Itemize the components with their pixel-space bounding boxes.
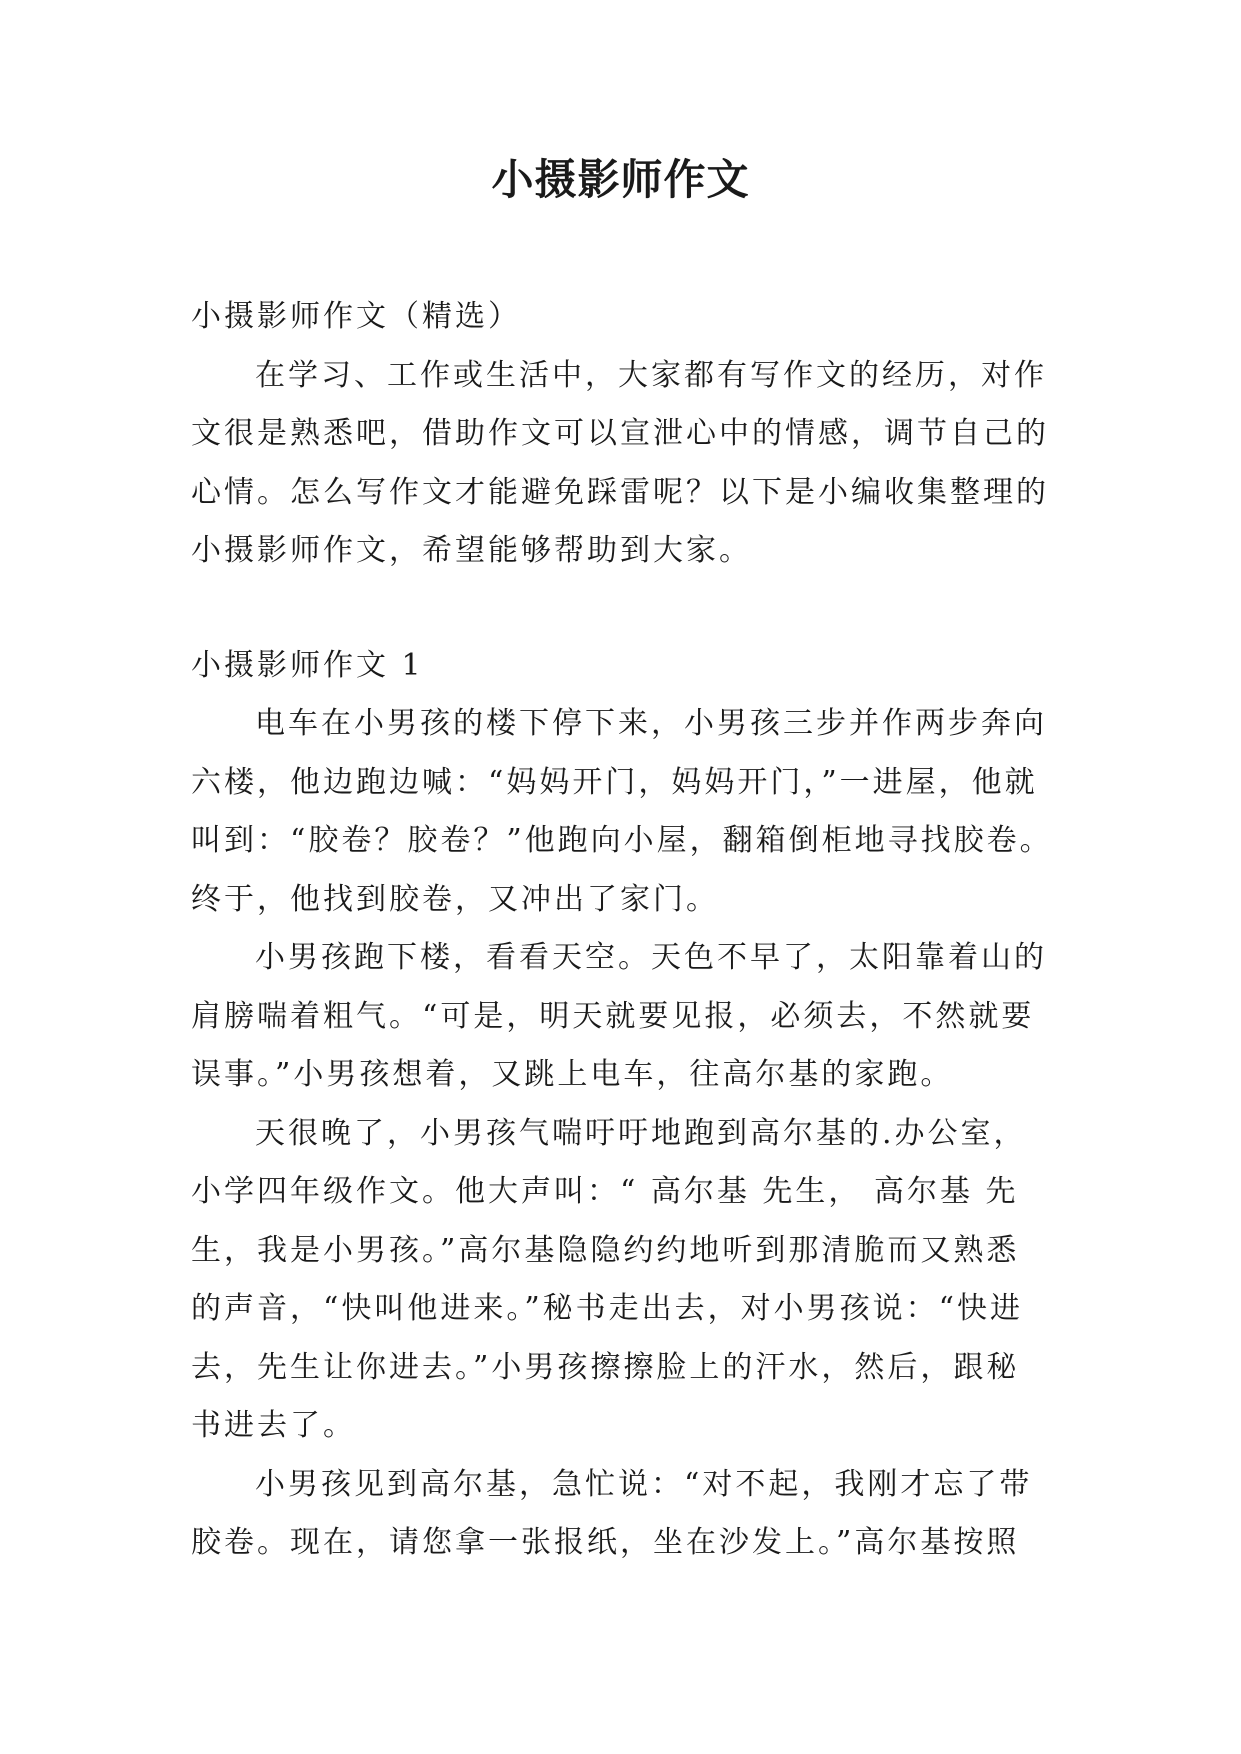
intro-line: 文很是熟悉吧，借助作文可以宣泄心中的情感，调节自己的 [191, 416, 1049, 451]
paragraph-line: 叫到：“胶卷？胶卷？”他跑向小屋，翻箱倒柜地寻找胶卷。 [191, 823, 1053, 858]
paragraph-line: 小男孩见到高尔基，急忙说：“对不起，我刚才忘了带 [255, 1466, 1033, 1502]
paragraph-4 [191, 1456, 1053, 1573]
paragraph-2 [191, 929, 1053, 1105]
paragraph-line: 小学四年级作文。他大声叫：“ 高尔基 先生， 高尔基 先 [191, 1174, 1019, 1209]
intro-line: 心情。怎么写作文才能避免踩雷呢？以下是小编收集整理的 [191, 474, 1049, 510]
paragraph-line: 去，先生让你进去。”小男孩擦擦脸上的汗水，然后，跟秘 [191, 1349, 1020, 1385]
paragraph-line: 六楼，他边跑边喊：“妈妈开门，妈妈开门，”一进屋，他就 [191, 764, 1038, 800]
paragraph-line: 误事。”小男孩想着，又跳上电车，往高尔基的家跑。 [191, 1057, 954, 1092]
section-spacer [191, 581, 1053, 637]
paragraph-3 [191, 1105, 1053, 1456]
intro-line: 在学习、工作或生活中，大家都有写作文的经历，对作 [255, 357, 1047, 393]
document-body [191, 288, 1053, 1573]
paragraph-line: 生，我是小男孩。”高尔基隐隐约约地听到那清脆而又熟悉 [191, 1232, 1020, 1268]
subtitle: 小摄影师作文（精选） [191, 299, 521, 334]
paragraph-line: 胶卷。现在，请您拿一张报纸，坐在沙发上。”高尔基按照 [191, 1525, 1020, 1560]
paragraph-line: 的声音，“快叫他进来。”秘书走出去，对小男孩说：“快进 [191, 1291, 1024, 1326]
document-title: 小摄影师作文 [491, 155, 750, 204]
paragraph-line: 书进去了。 [191, 1408, 356, 1443]
paragraph-1 [191, 695, 1053, 929]
paragraph-line: 终于，他找到胶卷，又冲出了家门。 [191, 881, 719, 917]
paragraph-line: 电车在小男孩的楼下停下来，小男孩三步并作两步奔向 [255, 706, 1047, 741]
paragraph-line: 天很晚了，小男孩气喘吁吁地跑到高尔基的.办公室， [255, 1115, 1027, 1151]
intro-paragraph [191, 347, 1053, 581]
paragraph-line: 肩膀喘着粗气。“可是，明天就要见报，必须去，不然就要 [191, 998, 1035, 1034]
intro-line: 小摄影师作文，希望能够帮助到大家。 [191, 533, 752, 568]
paragraph-line: 小男孩跑下楼，看看天空。天色不早了，太阳靠着山的 [255, 940, 1047, 975]
section-heading: 小摄影师作文 1 [191, 647, 424, 683]
